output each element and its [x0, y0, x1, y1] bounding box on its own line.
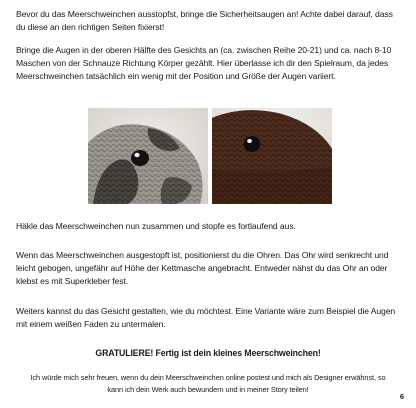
photo-grey-guinea-pig-eye [88, 108, 208, 204]
paragraph-face-design: Weiters kannst du das Gesicht gestalten, wie du möchtest. Eine Variante wäre zum Beispiel die Augen mit einem weißen Faden zu untermalen. [16, 306, 396, 329]
photo-brown-guinea-pig-eye [212, 108, 332, 204]
congratulations-heading: GRATULIERE! Fertig ist dein kleines Meerschweinchen! [95, 348, 321, 358]
page-number: 6 [399, 392, 404, 401]
paragraph-assemble-and-stuff: Häkle das Meerschweinchen nun zusammen und stopfe es fortlaufend aus. [16, 221, 296, 231]
paragraph-eye-position: Bringe die Augen in der oberen Hälfte des Gesichts an (ca. zwischen Reihe 20-21) und ca. nach 8-10 Maschen von der Schnauze Richtung Körper gezählt. Hier überlasse ich dir den Spielraum, da jedes Meerschweinchen tatsächlich ein wenig mit der Position und Größe der Augen variiert. [16, 45, 392, 81]
paragraph-attach-ears: Wenn das Meerschweinchen ausgestopft ist, positionierst du die Ohren. Das Ohr wird senkrecht und leicht gebogen, ungefähr auf Höhe der Kettmasche angebracht. Entweder nähst du das Ohr an oder klebst es mit Superkleber fest. [16, 250, 389, 286]
closing-note: Ich würde mich sehr freuen, wenn du dein Meerschweinchen online postest und mich als Designer erwähnst, so kann ich dein Werk auch bewundern und in meiner Story teilen! [30, 373, 386, 394]
paragraph-eyes-before-stuffing: Bevor du das Meerschweinchen ausstopfst, bringe die Sicherheitsaugen an! Achte dabei darauf, dass du diese an den richtigen Seiten fixierst! [16, 9, 393, 32]
